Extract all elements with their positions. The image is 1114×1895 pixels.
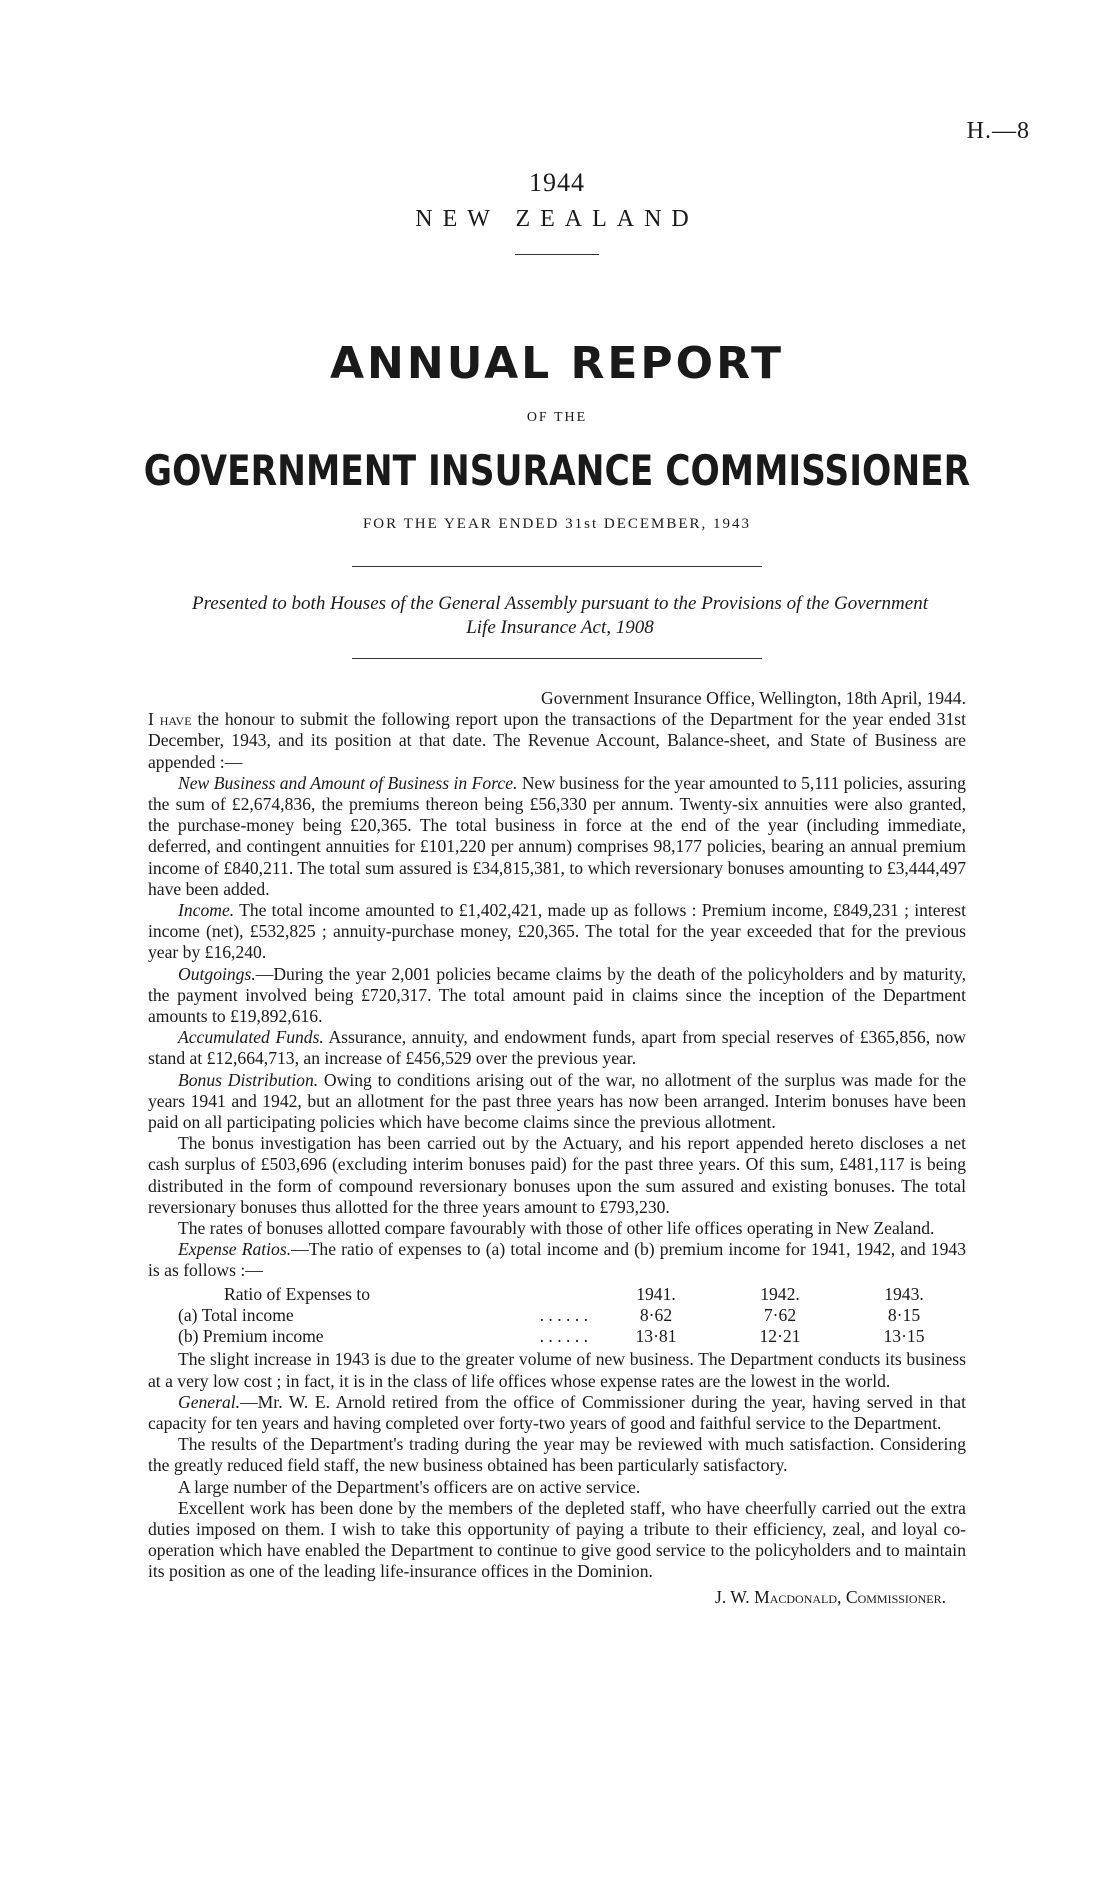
general-paragraph xyxy=(148,1392,966,1434)
funds-heading: Accumulated Funds. xyxy=(178,1027,324,1048)
bonus-rates-paragraph: The rates of bonuses allotted compare favourably with those of other life offices operating in New Zealand. xyxy=(178,1218,935,1239)
report-year: 1944 xyxy=(529,168,585,197)
general-heading: General. xyxy=(178,1391,241,1412)
ratio-year-1941: 1941. xyxy=(636,1283,676,1304)
outgoings-heading: Outgoings. xyxy=(178,963,256,984)
ratio-table-header xyxy=(148,1284,966,1305)
ratio-value: 8·62 xyxy=(639,1304,673,1325)
ratio-year-1943: 1943. xyxy=(884,1283,924,1304)
bonus-paragraph xyxy=(148,1070,966,1134)
expense-text: —The ratio of expenses to (a) total income and (b) premium income for 1941, 1942, and 1943 is as follows :— xyxy=(148,1239,966,1281)
expense-heading: Expense Ratios. xyxy=(178,1239,292,1260)
of-the-line: OF THE xyxy=(526,410,588,425)
office-title: GOVERNMENT INSURANCE COMMISSIONER xyxy=(143,446,971,495)
results-paragraph: The results of the Department's trading during the year may be reviewed with much satisfaction. Considering the greatly reduced field staff, the new business obtained has been particularly satisfactory. xyxy=(148,1434,966,1476)
dot-leaders: . . . . . . xyxy=(539,1304,588,1325)
ratio-row-label-cell xyxy=(148,1326,594,1347)
divider-short xyxy=(515,254,599,255)
ratio-row-label-cell xyxy=(148,1305,594,1326)
ratio-row-premium-income xyxy=(148,1326,966,1347)
income-text: The total income amounted to £1,402,421, made up as follows : Premium income, £849,231 ; interest income (net), £532,825 ; annuity-purchase money, £20,365. The total for the year exceeded that for the previous year by £16,240. xyxy=(148,900,966,963)
ratio-header-label: Ratio of Expenses to xyxy=(224,1283,371,1304)
expense-paragraph xyxy=(148,1239,966,1281)
bonus-heading: Bonus Distribution. xyxy=(178,1069,319,1090)
period-line: FOR THE YEAR ENDED 31st DECEMBER, 1943 xyxy=(362,516,752,532)
new-business-paragraph xyxy=(148,773,966,900)
ratio-row-total-income xyxy=(148,1305,966,1326)
signature: J. W. Macdonald, Commissioner. xyxy=(714,1586,946,1607)
opening-text: the honour to submit the following report upon the transactions of the Department for the year ended 31st December, 1943, and its position at that date. The Revenue Account, Balance-sheet, and State of Business are appended :— xyxy=(148,709,967,772)
expense-ratio-table xyxy=(148,1284,966,1348)
ratio-value: 13·81 xyxy=(635,1326,677,1347)
opening-paragraph xyxy=(148,709,966,773)
bonus-investigation-paragraph: The bonus investigation has been carried out by the Actuary, and his report appended hereto discloses a net cash surplus of £503,696 (excluding interim bonuses paid) for the past three years. Of this sum, £481,117 is being distributed in the form of compound reversionary bonuses upon the sum assured and existing bonuses. The total reversionary bonuses thus allotted for the three years amount to £793,230. xyxy=(148,1133,966,1217)
country-heading: NEW ZEALAND xyxy=(415,206,699,232)
officers-paragraph: A large number of the Department's officers are on active service. xyxy=(178,1476,641,1497)
report-title: ANNUAL REPORT xyxy=(330,338,784,389)
ratio-row-label: (b) Premium income xyxy=(178,1326,324,1347)
expense-followup-paragraph: The slight increase in 1943 is due to the greater volume of new business. The Department conducts its business at a very low cost ; in fact, it is in the class of life offices whose expense rates are the lowest in the world. xyxy=(148,1349,966,1391)
ratio-value: 12·21 xyxy=(759,1326,801,1347)
presentation-note: Presented to both Houses of the General Assembly pursuant to the Provisions of the Government Life Insurance Act, 1908 xyxy=(192,593,928,638)
funds-text: Assurance, annuity, and endowment funds, apart from special reserves of £365,856, now stand at £12,664,713, an increase of £456,529 over the previous year. xyxy=(148,1027,967,1069)
staff-paragraph: Excellent work has been done by the members of the depleted staff, who have cheerfully carried out the extra duties imposed on them. I wish to take this opportunity of paying a tribute to their efficiency, zeal, and loyal co-operation which have enabled the Department to continue to give good service to the policyholders and to maintain its position as one of the leading life-insurance offices in the Dominion. xyxy=(148,1497,966,1582)
bonus-text: Owing to conditions arising out of the war, no allotment of the surplus was made for the years 1941 and 1942, but an allotment for the past three years has now been arranged. Interim bonuses have been paid on all participating policies which have become claims since the previous allotment. xyxy=(148,1069,966,1133)
letter-address: Government Insurance Office, Wellington, 18th April, 1944. xyxy=(541,688,966,708)
report-body xyxy=(148,688,966,1608)
dot-leaders: . . . . . . xyxy=(539,1326,588,1347)
divider-bottom xyxy=(352,658,762,659)
ratio-year-1942: 1942. xyxy=(760,1283,800,1304)
divider-top xyxy=(352,566,762,567)
outgoings-text: —During the year 2,001 policies became claims by the death of the policyholders and by maturity, the payment involved being £720,317. The total amount paid in claims since the inception of the Department amounts to £19,892,616. xyxy=(148,963,966,1027)
opening-small-caps: I have xyxy=(148,709,192,730)
new-business-heading: New Business and Amount of Business in Force. xyxy=(178,772,518,793)
new-business-text: New business for the year amounted to 5,111 policies, assuring the sum of £2,674,836, the premiums thereon being £56,330 per annum. Twenty-six annuities were also granted, the purchase-money being £20,365. The total business in force at the end of the year (including immediate, deferred, and contingent annuities for £101,220 per annum) comprises 98,177 policies, bearing an annual premium income of £840,211. The total sum assured is £34,815,381, to which reversionary bonuses amounting to £3,444,497 have been added. xyxy=(148,772,966,899)
outgoings-paragraph xyxy=(148,964,966,1028)
ratio-value: 13·15 xyxy=(883,1326,925,1347)
ratio-value: 8·15 xyxy=(887,1304,921,1325)
paper-reference: H.—8 xyxy=(966,118,1030,144)
income-paragraph xyxy=(148,900,966,964)
funds-paragraph xyxy=(148,1027,966,1069)
general-text: —Mr. W. E. Arnold retired from the office of Commissioner during the year, having served in that capacity for ten years and having completed over forty-two years of good and faithful service to the Department. xyxy=(148,1391,966,1433)
ratio-row-label: (a) Total income xyxy=(178,1304,294,1325)
ratio-value: 7·62 xyxy=(763,1304,797,1325)
income-heading: Income. xyxy=(178,900,235,921)
